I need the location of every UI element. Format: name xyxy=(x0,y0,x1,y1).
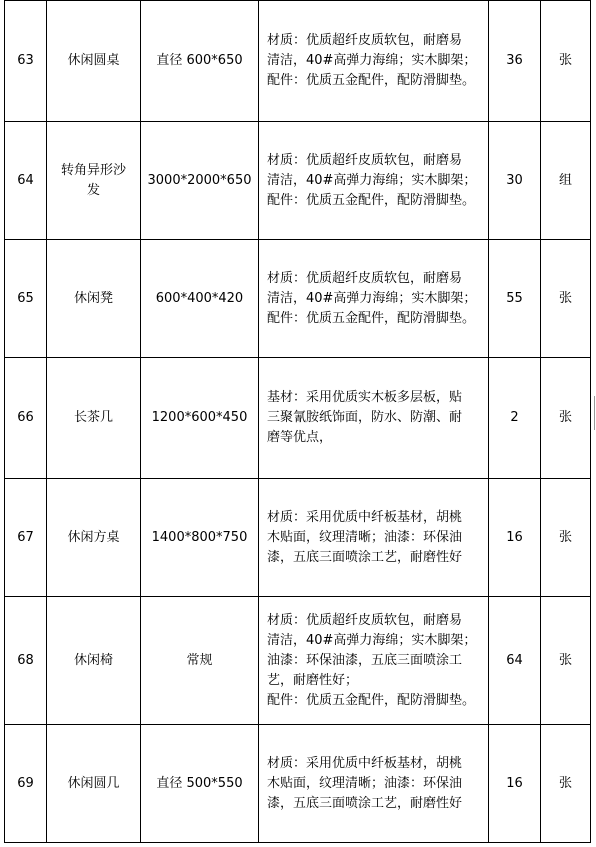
row-number: 69 xyxy=(5,725,47,843)
row-number: 67 xyxy=(5,479,47,597)
item-quantity: 30 xyxy=(489,122,541,240)
description-line: 配件：优质五金配件，配防滑脚垫。 xyxy=(267,73,476,88)
row-number: 64 xyxy=(5,122,47,240)
description-line: 三聚氰胺纸饰面，防水、防潮、耐 xyxy=(267,410,463,425)
description-line: 艺，耐磨性好； xyxy=(267,672,359,688)
item-size: 直径 500*550 xyxy=(141,725,259,843)
item-unit: 张 xyxy=(541,597,591,725)
item-name xyxy=(47,240,141,358)
item-description xyxy=(259,597,489,725)
item-name-text: 休闲椅 xyxy=(73,652,113,668)
table-row xyxy=(5,240,591,358)
row-number: 65 xyxy=(5,240,47,358)
item-unit: 组 xyxy=(541,122,591,240)
item-description xyxy=(259,479,489,597)
description-line: 配件：优质五金配件，配防滑脚垫。 xyxy=(267,310,476,326)
description-line: 材质：采用优质中纤板基材，胡桃 xyxy=(267,755,463,771)
item-description xyxy=(259,358,489,479)
item-quantity: 64 xyxy=(489,597,541,725)
description-line: 配件：优质五金配件，配防滑脚垫。 xyxy=(267,692,476,708)
table-body xyxy=(5,1,591,843)
description-line: 清洁，40#高弹力海绵；实木脚架； xyxy=(267,53,477,68)
item-name-text: 休闲凳 xyxy=(73,290,113,306)
description-line: 材质：优质超纤皮质软包，耐磨易 xyxy=(267,33,463,48)
item-description xyxy=(259,240,489,358)
item-description xyxy=(259,1,489,122)
description-line: 磨等优点， xyxy=(267,430,333,445)
item-name xyxy=(47,358,141,479)
row-number: 68 xyxy=(5,597,47,725)
description-line: 材质：采用优质中纤板基材，胡桃 xyxy=(267,509,463,525)
item-name-text: 长茶几 xyxy=(73,410,113,425)
item-unit: 张 xyxy=(541,1,591,122)
description-line: 配件：优质五金配件，配防滑脚垫。 xyxy=(267,192,476,208)
item-description xyxy=(259,122,489,240)
item-name xyxy=(47,725,141,843)
item-quantity: 55 xyxy=(489,240,541,358)
item-unit: 张 xyxy=(541,358,591,479)
table-row xyxy=(5,479,591,597)
item-name xyxy=(47,597,141,725)
item-name-text: 休闲圆桌 xyxy=(67,53,120,68)
item-size: 600*400*420 xyxy=(141,240,259,358)
item-size: 直径 600*650 xyxy=(141,1,259,122)
description-line: 油漆：环保油漆，五底三面喷涂工 xyxy=(267,652,463,668)
row-number: 63 xyxy=(5,1,47,122)
item-name xyxy=(47,122,141,240)
item-name-text: 转角异形沙发 xyxy=(60,162,126,198)
page-edge-mark xyxy=(594,396,595,430)
item-description xyxy=(259,725,489,843)
description-line: 清洁，40#高弹力海绵；实木脚架； xyxy=(267,632,477,648)
item-name xyxy=(47,1,141,122)
item-quantity: 16 xyxy=(489,479,541,597)
item-size: 1200*600*450 xyxy=(141,358,259,479)
item-unit: 张 xyxy=(541,479,591,597)
description-line: 清洁，40#高弹力海绵；实木脚架； xyxy=(267,290,477,306)
description-line: 基材：采用优质实木板多层板，贴 xyxy=(267,390,463,405)
item-unit: 张 xyxy=(541,240,591,358)
item-quantity: 2 xyxy=(489,358,541,479)
item-name-text: 休闲方桌 xyxy=(67,529,120,545)
furniture-spec-table xyxy=(4,0,591,843)
item-size: 常规 xyxy=(141,597,259,725)
item-name xyxy=(47,479,141,597)
description-line: 材质：优质超纤皮质软包，耐磨易 xyxy=(267,152,463,168)
description-line: 漆，五底三面喷涂工艺，耐磨性好 xyxy=(267,795,463,811)
description-line: 漆，五底三面喷涂工艺，耐磨性好 xyxy=(267,549,463,565)
description-line: 材质：优质超纤皮质软包，耐磨易 xyxy=(267,612,463,628)
description-line: 木贴面，纹理清晰；油漆：环保油 xyxy=(267,775,463,791)
item-size: 1400*800*750 xyxy=(141,479,259,597)
table-row xyxy=(5,597,591,725)
row-number: 66 xyxy=(5,358,47,479)
table-row xyxy=(5,725,591,843)
item-unit: 张 xyxy=(541,725,591,843)
table-row xyxy=(5,358,591,479)
item-quantity: 36 xyxy=(489,1,541,122)
description-line: 清洁，40#高弹力海绵；实木脚架； xyxy=(267,172,477,188)
item-size: 3000*2000*650 xyxy=(141,122,259,240)
table-row xyxy=(5,1,591,122)
item-quantity: 16 xyxy=(489,725,541,843)
table-row xyxy=(5,122,591,240)
description-line: 材质：优质超纤皮质软包，耐磨易 xyxy=(267,270,463,286)
description-line: 木贴面，纹理清晰；油漆：环保油 xyxy=(267,529,463,545)
item-name-text: 休闲圆几 xyxy=(67,775,120,791)
